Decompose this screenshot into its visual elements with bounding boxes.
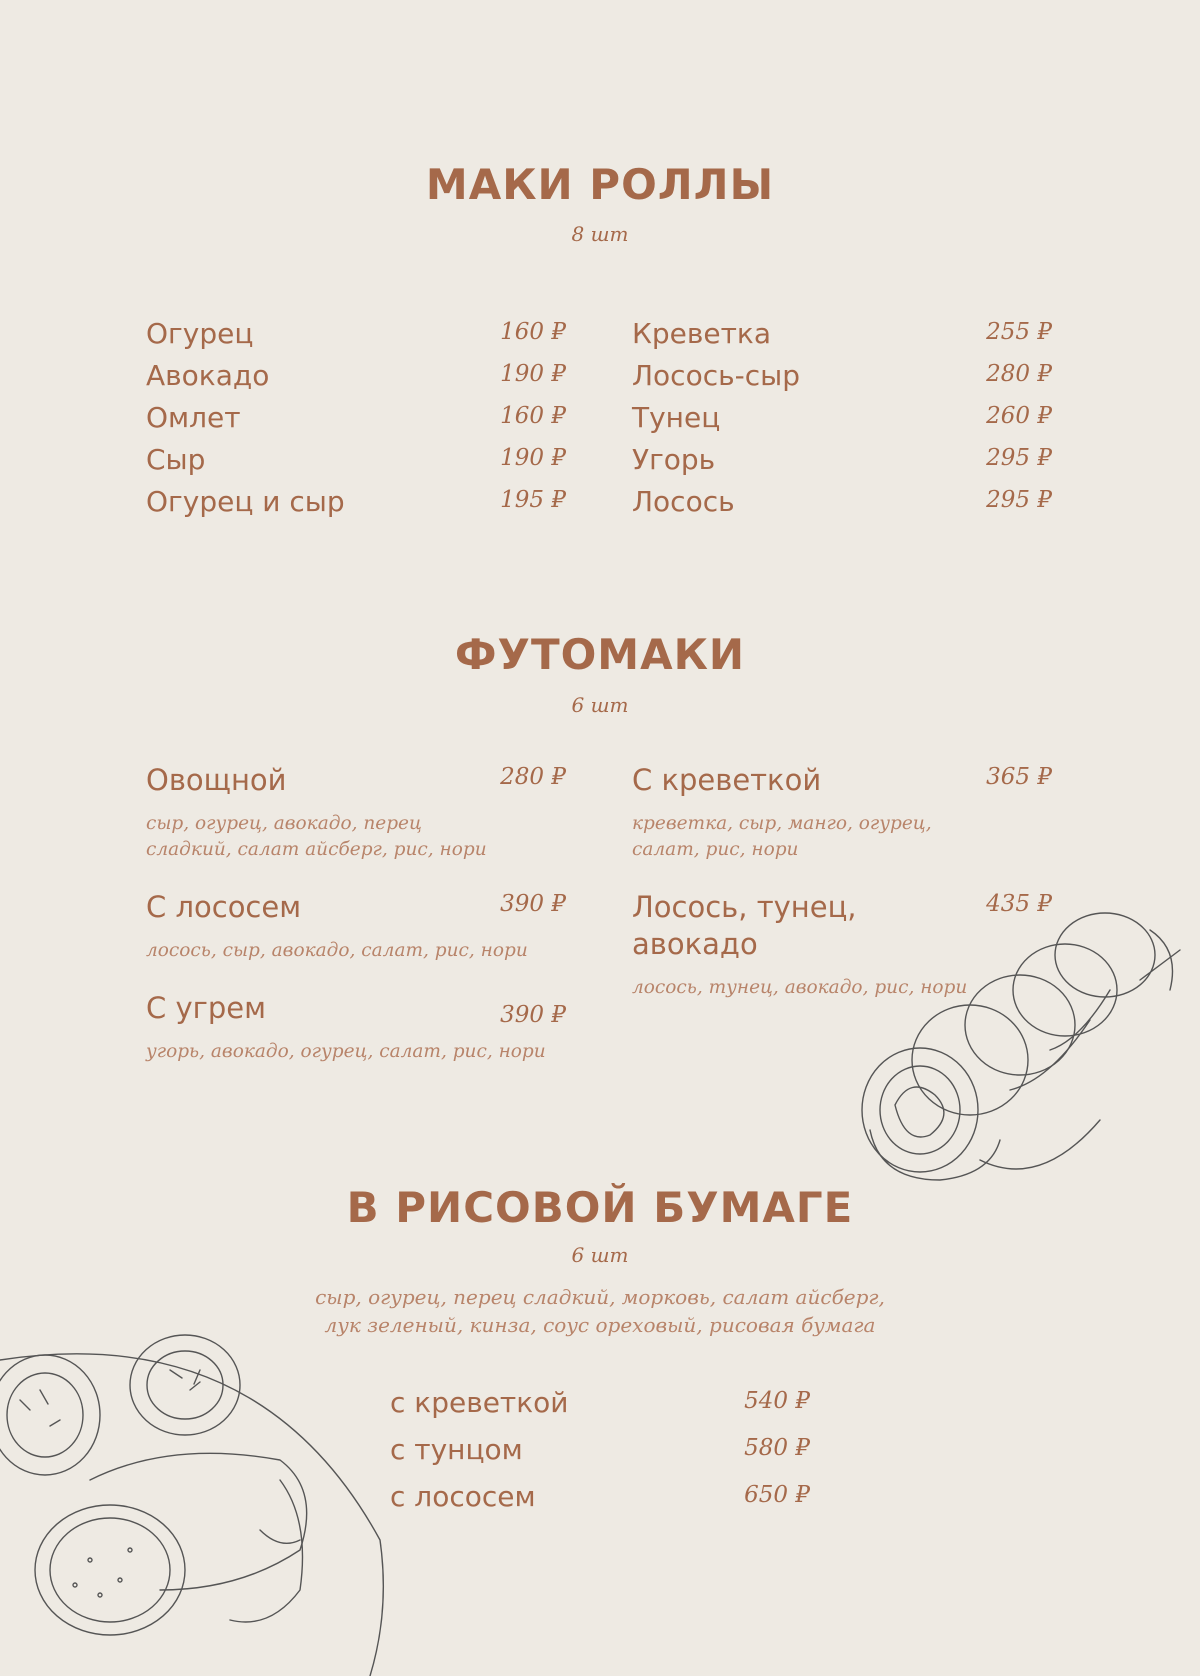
item-price: 160 ₽ — [500, 403, 566, 429]
item-name: Лосось, тунец, авокадо — [632, 890, 857, 961]
rice-paper-section-title: В РИСОВОЙ БУМАГЕ — [346, 1183, 854, 1232]
item-name: Авокадо — [146, 359, 270, 392]
menu-item — [390, 1433, 810, 1480]
item-name: Огурец и сыр — [146, 485, 345, 518]
item-name: Омлет — [146, 401, 241, 434]
item-description: угорь, авокадо, огурец, салат, рис, нори — [146, 1041, 546, 1062]
item-price: 255 ₽ — [986, 319, 1052, 345]
item-description: лосось, тунец, авокадо, рис, нори — [632, 977, 968, 998]
menu-item — [632, 317, 1052, 359]
menu-item — [146, 485, 566, 527]
item-price: 295 ₽ — [986, 487, 1052, 513]
item-price: 295 ₽ — [986, 445, 1052, 471]
item-name: С угрем — [146, 991, 266, 1025]
menu-item — [146, 990, 566, 1065]
item-price: 390 ₽ — [500, 1002, 566, 1028]
item-name: Овощной — [146, 763, 287, 797]
item-price: 580 ₽ — [744, 1435, 810, 1461]
item-name: Огурец — [146, 317, 254, 350]
menu-item — [390, 1386, 810, 1433]
item-name: С креветкой — [632, 763, 822, 797]
item-price: 365 ₽ — [986, 764, 1052, 790]
menu-item — [632, 485, 1052, 527]
item-name: Тунец — [632, 401, 721, 434]
item-price: 260 ₽ — [986, 403, 1052, 429]
menu-item — [146, 443, 566, 485]
item-name: Угорь — [632, 443, 716, 476]
item-description: сыр, огурец, авокадо, перец сладкий, салат айсберг, рис, нори — [146, 813, 487, 860]
menu-item — [632, 401, 1052, 443]
item-price: 160 ₽ — [500, 319, 566, 345]
menu-item — [146, 401, 566, 443]
maki-right-column — [632, 317, 1052, 527]
menu-item — [632, 359, 1052, 401]
item-name: Креветка — [632, 317, 771, 350]
item-price: 540 ₽ — [744, 1388, 810, 1414]
rice-paper-description-line-2: лук зеленый, кинза, соус ореховый, рисовая бумага — [324, 1313, 876, 1337]
maki-count: 8 шт — [571, 222, 629, 246]
item-price: 190 ₽ — [500, 445, 566, 471]
item-price: 280 ₽ — [500, 764, 566, 790]
item-price: 650 ₽ — [744, 1482, 810, 1508]
menu-item — [632, 762, 1052, 863]
futomaki-left-column — [146, 762, 566, 1091]
menu-item — [632, 443, 1052, 485]
item-price: 280 ₽ — [986, 361, 1052, 387]
item-price: 390 ₽ — [500, 891, 566, 917]
maki-left-column — [146, 317, 566, 527]
menu-item — [146, 889, 566, 964]
rice-paper-items — [390, 1386, 810, 1527]
item-description: креветка, сыр, манго, огурец, салат, рис, нори — [632, 813, 932, 860]
rice-paper-rolls-sketch-icon — [0, 1330, 400, 1676]
item-price: 435 ₽ — [986, 891, 1052, 917]
item-description: лосось, сыр, авокадо, салат, рис, нори — [146, 940, 528, 961]
item-name: с креветкой — [390, 1386, 569, 1419]
menu-item — [632, 889, 1052, 1001]
item-name: с тунцом — [390, 1433, 523, 1466]
menu-item — [146, 359, 566, 401]
maki-section-title: МАКИ РОЛЛЫ — [425, 160, 775, 209]
menu-item — [390, 1480, 810, 1527]
futomaki-count: 6 шт — [571, 693, 629, 717]
menu-item — [146, 317, 566, 359]
rice-paper-description-line-1: сыр, огурец, перец сладкий, морковь, салат айсберг, — [315, 1285, 885, 1309]
futomaki-right-column — [632, 762, 1052, 1027]
item-name: С лососем — [146, 890, 302, 924]
rice-paper-count: 6 шт — [571, 1243, 629, 1267]
item-name: Сыр — [146, 443, 206, 476]
item-name: с лососем — [390, 1480, 536, 1513]
menu-item — [146, 762, 566, 863]
item-name: Лосось-сыр — [632, 359, 800, 392]
futomaki-section-title: ФУТОМАКИ — [454, 630, 746, 679]
item-name: Лосось — [632, 485, 735, 518]
item-price: 195 ₽ — [500, 487, 566, 513]
item-price: 190 ₽ — [500, 361, 566, 387]
